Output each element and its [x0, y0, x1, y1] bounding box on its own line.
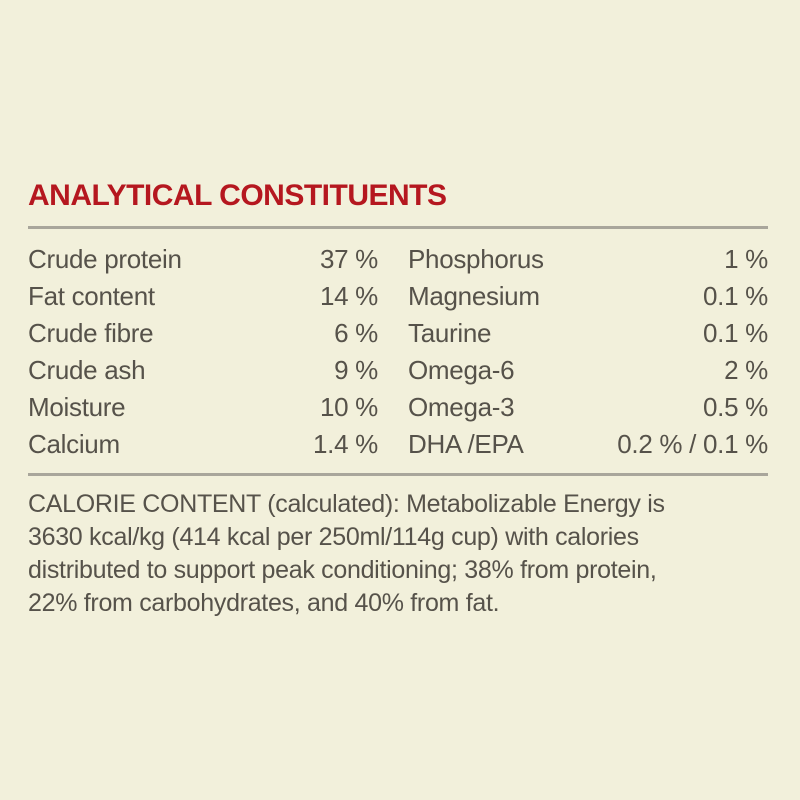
- nutrition-table: [28, 229, 768, 473]
- nutrient-value: 0.1 %: [703, 318, 768, 348]
- nutrient-label: Moisture: [28, 392, 126, 422]
- nutrient-row: [28, 426, 378, 463]
- nutrient-value: 0.1 %: [703, 281, 768, 311]
- calorie-line: 22% from carbohydrates, and 40% from fat.: [28, 589, 500, 617]
- label-content: [28, 180, 768, 620]
- nutrient-value: 1.4 %: [313, 429, 378, 459]
- nutrient-label: Omega-3: [408, 392, 515, 422]
- calorie-content-paragraph: [28, 488, 768, 620]
- nutrient-label: Magnesium: [408, 281, 540, 311]
- nutrient-row: [28, 278, 378, 315]
- nutrient-row: [408, 389, 768, 426]
- nutrient-row: [28, 389, 378, 426]
- calorie-line: 3630 kcal/kg (414 kcal per 250ml/114g cup) with calories: [28, 523, 639, 551]
- nutrient-row: [28, 241, 378, 278]
- divider-bottom: [28, 473, 768, 476]
- nutrient-label: Phosphorus: [408, 244, 544, 274]
- nutrient-row: [408, 352, 768, 389]
- nutrient-label: Crude fibre: [28, 318, 154, 348]
- nutrient-row: [408, 278, 768, 315]
- nutrient-value: 6 %: [334, 318, 378, 348]
- nutrient-label: Omega-6: [408, 355, 515, 385]
- nutrition-table-left-column: [28, 241, 378, 463]
- nutrient-value: 9 %: [334, 355, 378, 385]
- nutrient-value: 0.5 %: [703, 392, 768, 422]
- nutrient-label: Calcium: [28, 429, 120, 459]
- nutrient-label: Taurine: [408, 318, 492, 348]
- nutrient-value: 37 %: [319, 244, 378, 274]
- nutrient-row: [28, 352, 378, 389]
- nutrient-label: Crude ash: [28, 355, 146, 385]
- nutrient-row: [28, 315, 378, 352]
- nutrient-label: DHA /EPA: [408, 429, 524, 459]
- nutrient-row: [408, 315, 768, 352]
- nutrient-value: 0.2 % / 0.1 %: [617, 429, 768, 459]
- nutrient-value: 10 %: [319, 392, 378, 422]
- nutrient-label: Fat content: [28, 281, 155, 311]
- nutrient-value: 14 %: [319, 281, 378, 311]
- nutrient-value: 2 %: [724, 355, 768, 385]
- nutrient-row: [408, 241, 768, 278]
- nutrient-row: [408, 426, 768, 463]
- nutrient-value: 1 %: [724, 244, 768, 274]
- nutrition-table-right-column: [408, 241, 768, 463]
- calorie-line: CALORIE CONTENT (calculated): Metabolizable Energy is: [28, 490, 665, 518]
- calorie-line: distributed to support peak conditioning; 38% from protein,: [28, 556, 657, 584]
- nutrient-label: Crude protein: [28, 244, 182, 274]
- analytical-constituents-title: ANALYTICAL CONSTITUENTS: [28, 179, 447, 212]
